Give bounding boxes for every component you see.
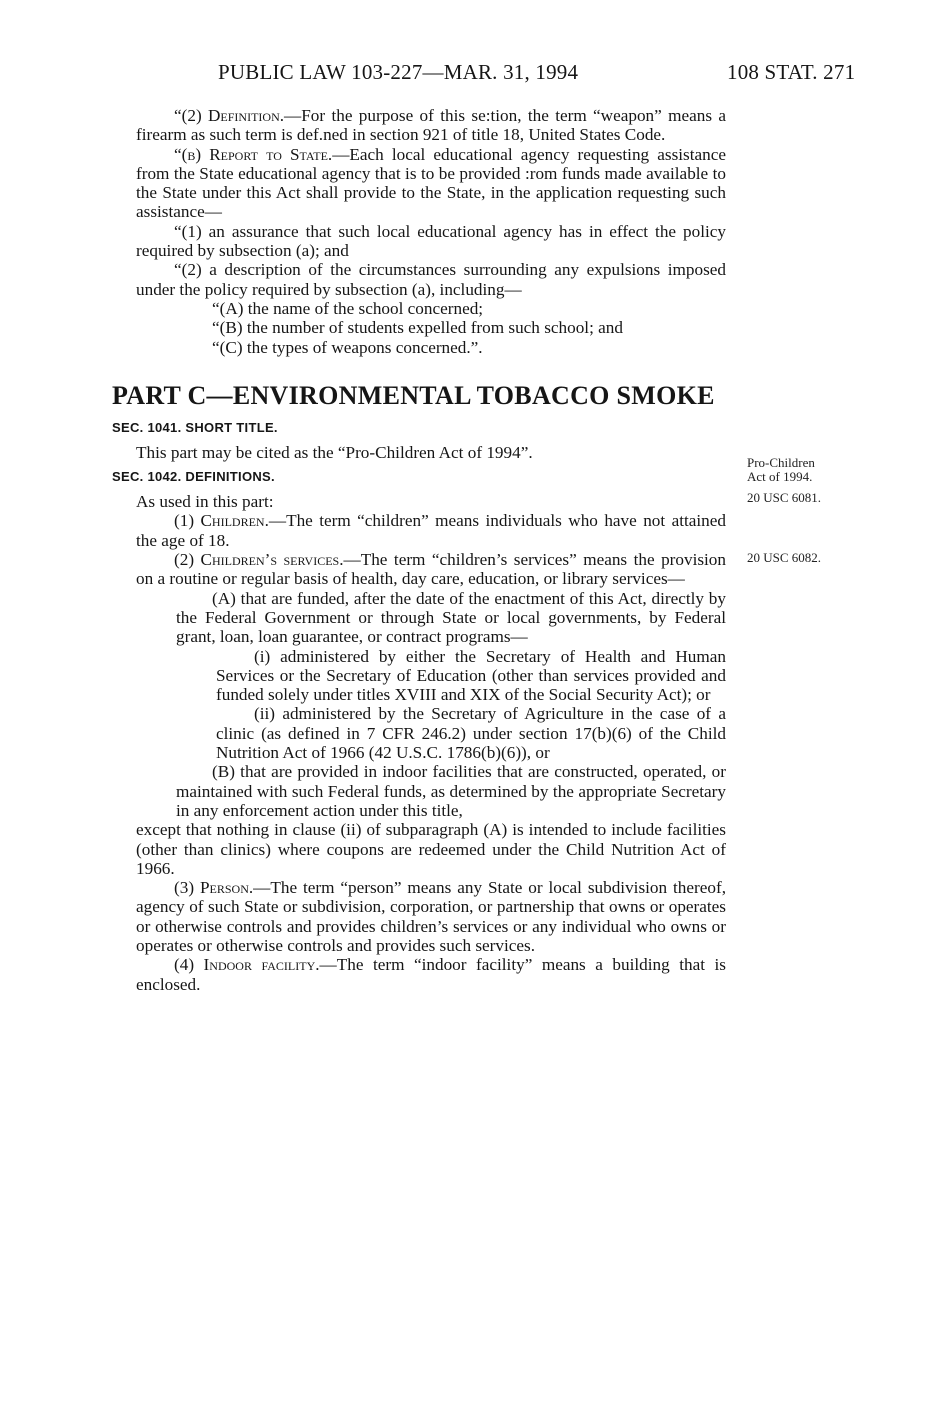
body-text xyxy=(112,106,726,994)
definition-indoor-facility xyxy=(136,955,726,994)
clause-2Ai: (i) administered by either the Secretary of Health and Human Services or the Secretary of Education (other than services provided and funded solely under titles XVIII and XIX of the Social Security Act); or xyxy=(216,646,726,705)
subsection-b-heading: “(b) Report to State. xyxy=(174,144,333,164)
section-1042-intro: As used in this part: xyxy=(136,492,274,512)
definition-childrens-services-text: —The term “children’s services” means the provision on a routine or regular basis of health, day care, education, or library services— xyxy=(136,550,726,589)
definition-children xyxy=(136,511,726,550)
margin-note-pro-children xyxy=(747,456,867,484)
definition-indoor-facility-heading: (4) Indoor facility. xyxy=(174,955,320,975)
definition-children-text: —The term “children” means individuals who have not attained the age of 18. xyxy=(136,511,726,550)
clause-2Aii: (ii) administered by the Secretary of Agriculture in the case of a clinic (as defined in 7 CFR 246.2) under section 17(b)(6) of the Child Nutrition Act of 1966 (42 U.S.C. 1786(b)(6)), or xyxy=(216,704,726,763)
paragraph-b2: “(2) a description of the circumstances surrounding any expulsions imposed under the policy required by subsection (a), including— xyxy=(136,260,726,299)
header-title: PUBLIC LAW 103-227—MAR. 31, 1994 xyxy=(218,60,579,84)
subsection-b-text: —Each local educational agency requesting assistance from the State educational agency that is to be provided :rom funds made available to the State under this Act shall provide to the State, in the application requesting such assistance— xyxy=(136,144,726,222)
section-1041-text: This part may be cited as the “Pro-Children Act of 1994”. xyxy=(136,442,533,462)
subparagraph-bC: “(C) the types of weapons concerned.”. xyxy=(212,337,483,357)
subparagraph-bA: “(A) the name of the school concerned; xyxy=(212,298,484,318)
margin-note-usc-6081: 20 USC 6081. xyxy=(747,490,822,505)
margin-note-usc-6082: 20 USC 6082. xyxy=(747,550,822,565)
running-header xyxy=(0,58,947,88)
definition-childrens-services-heading: (2) Children’s services. xyxy=(174,550,344,570)
subsection-b-paragraph xyxy=(136,145,726,222)
definition-childrens-services xyxy=(136,550,726,589)
section-1041-heading: SEC. 1041. SHORT TITLE. xyxy=(112,419,278,435)
definition-person-text: —The term “person” means any State or local subdivision thereof, agency of such State or subdivision, corporation, or partnership that owns or operates or otherwise controls and provides children’s services or any individual who owns or operates or otherwise controls and provides such services. xyxy=(136,878,726,955)
section-1042-heading: SEC. 1042. DEFINITIONS. xyxy=(112,469,275,485)
definition-person-heading: (3) Person. xyxy=(174,878,254,898)
definition-2-paragraph xyxy=(136,106,726,145)
definition-2-text: —For the purpose of this se:tion, the term “weapon” means a firearm as such term is def.ned in section 921 of title 18, United States Code. xyxy=(136,106,726,145)
subparagraph-2A: (A) that are funded, after the date of the enactment of this Act, directly by the Federal Government or through State or local governments, by Federal grant, loan, loan guarantee, or contract programs— xyxy=(176,588,726,647)
margin-note-pro-children-line2: Act of 1994. xyxy=(747,469,813,484)
definition-2-except-clause: except that nothing in clause (ii) of subparagraph (A) is intended to include facilities (other than clinics) where coupons are redeemed under the Child Nutrition Act of 1966. xyxy=(136,820,726,878)
subparagraph-2B: (B) that are provided in indoor facilities that are constructed, operated, or maintained with such Federal funds, as determined by the appropriate Secretary in any enforcement action under this title, xyxy=(176,762,726,820)
margin-note-pro-children-line1: Pro-Children xyxy=(747,455,815,470)
subparagraph-bB: “(B) the number of students expelled from such school; and xyxy=(212,318,623,338)
definition-indoor-facility-text: —The term “indoor facility” means a building that is enclosed. xyxy=(136,955,726,994)
part-heading: PART C—ENVIRONMENTAL TOBACCO SMOKE xyxy=(112,380,715,410)
definition-children-heading: (1) Children. xyxy=(174,511,269,531)
definition-person xyxy=(136,878,726,955)
header-page-number: 108 STAT. 271 xyxy=(727,60,856,84)
paragraph-b1: “(1) an assurance that such local educational agency has in effect the policy required by subsection (a); and xyxy=(136,221,726,261)
definition-2-heading: “(2) Definition. xyxy=(174,106,285,125)
